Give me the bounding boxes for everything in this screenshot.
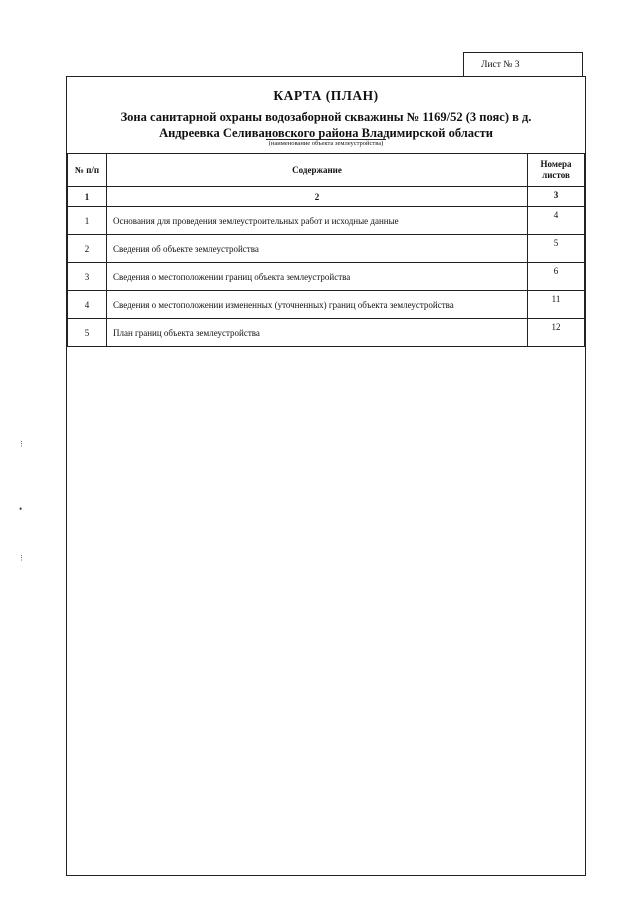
col-header-num: № п/п [68, 154, 107, 187]
row-content: Основания для проведения землеустроительных работ и исходные данные [107, 207, 528, 235]
row-num: 3 [68, 263, 107, 291]
row-content: Сведения о местоположении измененных (уточненных) границ объекта землеустройства [107, 291, 528, 319]
document-subtitle [67, 109, 585, 141]
index-cell-pages: 3 [528, 187, 585, 207]
scan-artifact-mark: ⋮ [18, 440, 25, 448]
subtitle-line-1: Зона санитарной охраны водозаборной скважины № 1169/52 (3 пояс) в д. [120, 110, 532, 124]
col-header-pages: Номера листов [528, 154, 585, 187]
object-caption-text: (наименование объекта землеустройства) [266, 139, 387, 147]
table-header-row [68, 154, 585, 187]
row-num: 4 [68, 291, 107, 319]
col-header-content: Содержание [107, 154, 528, 187]
subtitle-line-2: Андреевка Селивановского района Владимирской области [159, 126, 493, 140]
table-row [68, 263, 585, 291]
table-row [68, 291, 585, 319]
sheet-number-label: Лист № 3 [463, 52, 583, 76]
table-row [68, 207, 585, 235]
table-row [68, 319, 585, 347]
table-index-row [68, 187, 585, 207]
document-frame [66, 76, 586, 876]
row-num: 2 [68, 235, 107, 263]
index-cell-content: 2 [107, 187, 528, 207]
document-title: КАРТА (ПЛАН) [273, 88, 379, 103]
row-num: 1 [68, 207, 107, 235]
table-row [68, 235, 585, 263]
contents-table [67, 153, 585, 347]
row-num: 5 [68, 319, 107, 347]
document-header [67, 77, 585, 153]
scan-artifact-mark: • [19, 504, 23, 514]
index-cell-num: 1 [68, 187, 107, 207]
object-caption [67, 140, 585, 148]
scan-artifact-mark: ⋮ [18, 554, 25, 562]
row-pages: 12 [528, 319, 585, 347]
row-content: Сведения об объекте землеустройства [107, 235, 528, 263]
row-content: План границ объекта землеустройства [107, 319, 528, 347]
row-content: Сведения о местоположении границ объекта землеустройства [107, 263, 528, 291]
row-pages: 11 [528, 291, 585, 319]
row-pages: 4 [528, 207, 585, 235]
row-pages: 5 [528, 235, 585, 263]
row-pages: 6 [528, 263, 585, 291]
